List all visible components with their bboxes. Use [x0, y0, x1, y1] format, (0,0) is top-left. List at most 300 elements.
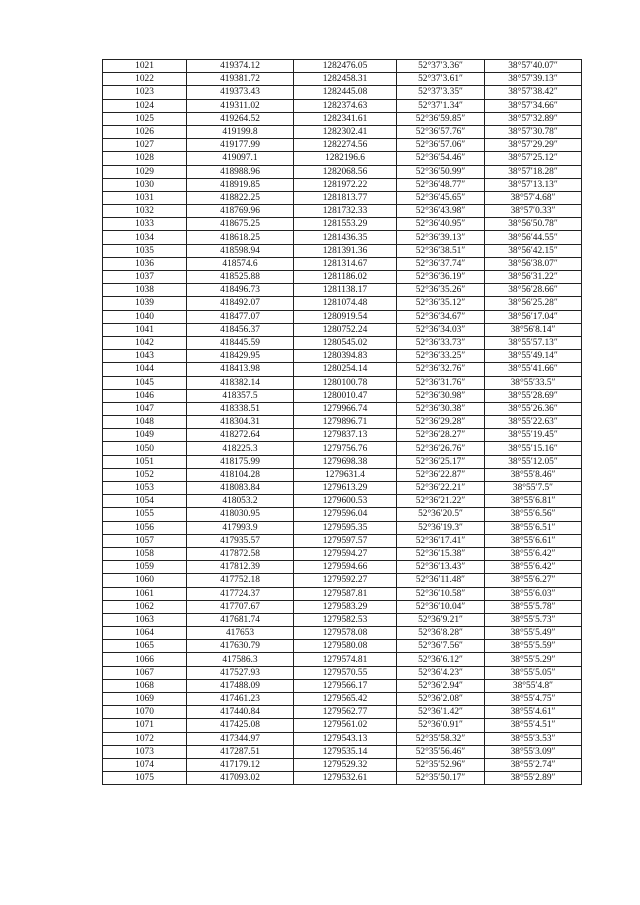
- table-row: [103, 165, 582, 178]
- point-number-cell: 1068: [103, 679, 187, 692]
- x-coordinate-cell: 419097.1: [187, 152, 294, 165]
- y-coordinate-cell: 1282445.08: [294, 86, 397, 99]
- x-coordinate-cell: 418429.95: [187, 350, 294, 363]
- table-row: [103, 561, 582, 574]
- y-coordinate-cell: 1279896.71: [294, 416, 397, 429]
- y-coordinate-cell: 1279529.32: [294, 758, 397, 771]
- y-coordinate-cell: 1279543.13: [294, 732, 397, 745]
- x-coordinate-cell: 417461.23: [187, 693, 294, 706]
- x-coordinate-cell: 417872.58: [187, 547, 294, 560]
- longitude-cell: 38°55′26.36″: [485, 402, 582, 415]
- latitude-cell: 52°35′52.96″: [397, 758, 485, 771]
- point-number-cell: 1046: [103, 389, 187, 402]
- point-number-cell: 1031: [103, 191, 187, 204]
- point-number-cell: 1048: [103, 416, 187, 429]
- table-row: [103, 442, 582, 455]
- point-number-cell: 1053: [103, 482, 187, 495]
- latitude-cell: 52°36′34.03″: [397, 323, 485, 336]
- y-coordinate-cell: 1281813.77: [294, 191, 397, 204]
- longitude-cell: 38°57′38.42″: [485, 86, 582, 99]
- longitude-cell: 38°55′5.59″: [485, 640, 582, 653]
- longitude-cell: 38°55′33.5″: [485, 376, 582, 389]
- latitude-cell: 52°36′2.08″: [397, 693, 485, 706]
- latitude-cell: 52°36′10.04″: [397, 600, 485, 613]
- table-row: [103, 534, 582, 547]
- x-coordinate-cell: 417425.08: [187, 719, 294, 732]
- longitude-cell: 38°57′34.66″: [485, 99, 582, 112]
- x-coordinate-cell: 418477.07: [187, 310, 294, 323]
- table-row: [103, 416, 582, 429]
- x-coordinate-cell: 417093.02: [187, 772, 294, 785]
- x-coordinate-cell: 417812.39: [187, 561, 294, 574]
- x-coordinate-cell: 417179.12: [187, 758, 294, 771]
- point-number-cell: 1072: [103, 732, 187, 745]
- point-number-cell: 1058: [103, 547, 187, 560]
- longitude-cell: 38°55′5.49″: [485, 627, 582, 640]
- x-coordinate-cell: 417344.97: [187, 732, 294, 745]
- y-coordinate-cell: 1279592.27: [294, 574, 397, 587]
- y-coordinate-cell: 1282341.61: [294, 112, 397, 125]
- latitude-cell: 52°36′54.46″: [397, 152, 485, 165]
- table-row: [103, 547, 582, 560]
- y-coordinate-cell: 1282476.05: [294, 60, 397, 73]
- x-coordinate-cell: 417724.37: [187, 587, 294, 600]
- latitude-cell: 52°36′6.12″: [397, 653, 485, 666]
- latitude-cell: 52°36′22.21″: [397, 482, 485, 495]
- longitude-cell: 38°55′4.51″: [485, 719, 582, 732]
- table-row: [103, 402, 582, 415]
- latitude-cell: 52°36′17.41″: [397, 534, 485, 547]
- latitude-cell: 52°36′21.22″: [397, 495, 485, 508]
- point-number-cell: 1025: [103, 112, 187, 125]
- point-number-cell: 1070: [103, 706, 187, 719]
- table-row: [103, 587, 582, 600]
- latitude-cell: 52°36′33.73″: [397, 336, 485, 349]
- point-number-cell: 1049: [103, 429, 187, 442]
- point-number-cell: 1045: [103, 376, 187, 389]
- longitude-cell: 38°55′22.63″: [485, 416, 582, 429]
- x-coordinate-cell: 417287.51: [187, 745, 294, 758]
- latitude-cell: 52°35′50.17″: [397, 772, 485, 785]
- table-row: [103, 468, 582, 481]
- longitude-cell: 38°55′5.73″: [485, 613, 582, 626]
- x-coordinate-cell: 418304.31: [187, 416, 294, 429]
- point-number-cell: 1061: [103, 587, 187, 600]
- point-number-cell: 1028: [103, 152, 187, 165]
- point-number-cell: 1056: [103, 521, 187, 534]
- table-row: [103, 640, 582, 653]
- latitude-cell: 52°36′32.76″: [397, 363, 485, 376]
- y-coordinate-cell: 1280545.02: [294, 336, 397, 349]
- longitude-cell: 38°57′0.33″: [485, 205, 582, 218]
- y-coordinate-cell: 1279562.77: [294, 706, 397, 719]
- x-coordinate-cell: 418338.51: [187, 402, 294, 415]
- x-coordinate-cell: 418456.37: [187, 323, 294, 336]
- longitude-cell: 38°56′42.15″: [485, 244, 582, 257]
- y-coordinate-cell: 1280752.24: [294, 323, 397, 336]
- longitude-cell: 38°55′6.56″: [485, 508, 582, 521]
- table-row: [103, 139, 582, 152]
- table-row: [103, 284, 582, 297]
- point-number-cell: 1059: [103, 561, 187, 574]
- x-coordinate-cell: 418175.99: [187, 455, 294, 468]
- longitude-cell: 38°57′13.13″: [485, 178, 582, 191]
- point-number-cell: 1044: [103, 363, 187, 376]
- longitude-cell: 38°55′57.13″: [485, 336, 582, 349]
- table-row: [103, 191, 582, 204]
- point-number-cell: 1067: [103, 666, 187, 679]
- x-coordinate-cell: 418357.5: [187, 389, 294, 402]
- table-row: [103, 244, 582, 257]
- y-coordinate-cell: 1279600.53: [294, 495, 397, 508]
- latitude-cell: 52°36′35.26″: [397, 284, 485, 297]
- y-coordinate-cell: 1280100.78: [294, 376, 397, 389]
- x-coordinate-cell: 418413.98: [187, 363, 294, 376]
- latitude-cell: 52°36′29.28″: [397, 416, 485, 429]
- y-coordinate-cell: 1279596.04: [294, 508, 397, 521]
- latitude-cell: 52°36′7.56″: [397, 640, 485, 653]
- y-coordinate-cell: 1279532.61: [294, 772, 397, 785]
- table-row: [103, 350, 582, 363]
- y-coordinate-cell: 1280254.14: [294, 363, 397, 376]
- longitude-cell: 38°57′30.78″: [485, 125, 582, 138]
- table-row: [103, 732, 582, 745]
- y-coordinate-cell: 1279582.53: [294, 613, 397, 626]
- table-row: [103, 125, 582, 138]
- longitude-cell: 38°56′17.04″: [485, 310, 582, 323]
- point-number-cell: 1043: [103, 350, 187, 363]
- point-number-cell: 1075: [103, 772, 187, 785]
- longitude-cell: 38°57′39.13″: [485, 73, 582, 86]
- x-coordinate-cell: 418496.73: [187, 284, 294, 297]
- x-coordinate-cell: 418919.85: [187, 178, 294, 191]
- table-row: [103, 653, 582, 666]
- table-row: [103, 257, 582, 270]
- point-number-cell: 1069: [103, 693, 187, 706]
- table-row: [103, 679, 582, 692]
- longitude-cell: 38°55′41.66″: [485, 363, 582, 376]
- y-coordinate-cell: 1281074.48: [294, 297, 397, 310]
- table-row: [103, 429, 582, 442]
- longitude-cell: 38°55′12.05″: [485, 455, 582, 468]
- table-row: [103, 363, 582, 376]
- y-coordinate-cell: 1279595.35: [294, 521, 397, 534]
- table-row: [103, 231, 582, 244]
- longitude-cell: 38°55′2.89″: [485, 772, 582, 785]
- x-coordinate-cell: 419177.99: [187, 139, 294, 152]
- y-coordinate-cell: 1279966.74: [294, 402, 397, 415]
- latitude-cell: 52°36′33.25″: [397, 350, 485, 363]
- x-coordinate-cell: 418988.96: [187, 165, 294, 178]
- y-coordinate-cell: 1279535.14: [294, 745, 397, 758]
- latitude-cell: 52°36′20.5″: [397, 508, 485, 521]
- longitude-cell: 38°56′31.22″: [485, 271, 582, 284]
- x-coordinate-cell: 417630.79: [187, 640, 294, 653]
- latitude-cell: 52°36′19.3″: [397, 521, 485, 534]
- table-row: [103, 60, 582, 73]
- y-coordinate-cell: 1281186.02: [294, 271, 397, 284]
- point-number-cell: 1057: [103, 534, 187, 547]
- y-coordinate-cell: 1281138.17: [294, 284, 397, 297]
- y-coordinate-cell: 1282374.63: [294, 99, 397, 112]
- x-coordinate-cell: 419264.52: [187, 112, 294, 125]
- point-number-cell: 1026: [103, 125, 187, 138]
- x-coordinate-cell: 418822.25: [187, 191, 294, 204]
- longitude-cell: 38°55′2.74″: [485, 758, 582, 771]
- table-row: [103, 152, 582, 165]
- latitude-cell: 52°37′3.36″: [397, 60, 485, 73]
- latitude-cell: 52°36′9.21″: [397, 613, 485, 626]
- latitude-cell: 52°36′45.65″: [397, 191, 485, 204]
- latitude-cell: 52°36′2.94″: [397, 679, 485, 692]
- table-row: [103, 693, 582, 706]
- longitude-cell: 38°55′4.61″: [485, 706, 582, 719]
- point-number-cell: 1051: [103, 455, 187, 468]
- latitude-cell: 52°36′10.58″: [397, 587, 485, 600]
- x-coordinate-cell: 418382.14: [187, 376, 294, 389]
- y-coordinate-cell: 1279566.17: [294, 679, 397, 692]
- longitude-cell: 38°55′4.8″: [485, 679, 582, 692]
- latitude-cell: 52°36′13.43″: [397, 561, 485, 574]
- latitude-cell: 52°36′50.99″: [397, 165, 485, 178]
- longitude-cell: 38°55′5.05″: [485, 666, 582, 679]
- table-row: [103, 666, 582, 679]
- longitude-cell: 38°55′3.09″: [485, 745, 582, 758]
- x-coordinate-cell: 417993.9: [187, 521, 294, 534]
- x-coordinate-cell: 417752.18: [187, 574, 294, 587]
- latitude-cell: 52°36′40.95″: [397, 218, 485, 231]
- y-coordinate-cell: 1279597.57: [294, 534, 397, 547]
- table-row: [103, 99, 582, 112]
- coordinates-table-body: [103, 60, 582, 785]
- latitude-cell: 52°36′25.17″: [397, 455, 485, 468]
- point-number-cell: 1022: [103, 73, 187, 86]
- latitude-cell: 52°36′11.48″: [397, 574, 485, 587]
- point-number-cell: 1035: [103, 244, 187, 257]
- latitude-cell: 52°37′3.61″: [397, 73, 485, 86]
- y-coordinate-cell: 1279698.38: [294, 455, 397, 468]
- x-coordinate-cell: 418030.95: [187, 508, 294, 521]
- latitude-cell: 52°36′30.98″: [397, 389, 485, 402]
- latitude-cell: 52°36′22.87″: [397, 468, 485, 481]
- latitude-cell: 52°36′35.12″: [397, 297, 485, 310]
- y-coordinate-cell: 1281732.33: [294, 205, 397, 218]
- x-coordinate-cell: 418083.84: [187, 482, 294, 495]
- y-coordinate-cell: 1279594.27: [294, 547, 397, 560]
- point-number-cell: 1030: [103, 178, 187, 191]
- y-coordinate-cell: 1279574.81: [294, 653, 397, 666]
- latitude-cell: 52°37′3.35″: [397, 86, 485, 99]
- table-row: [103, 205, 582, 218]
- longitude-cell: 38°56′50.78″: [485, 218, 582, 231]
- y-coordinate-cell: 1279580.08: [294, 640, 397, 653]
- x-coordinate-cell: 419381.72: [187, 73, 294, 86]
- table-row: [103, 112, 582, 125]
- y-coordinate-cell: 1279578.08: [294, 627, 397, 640]
- y-coordinate-cell: 1281972.22: [294, 178, 397, 191]
- longitude-cell: 38°57′29.29″: [485, 139, 582, 152]
- x-coordinate-cell: 418104.28: [187, 468, 294, 481]
- point-number-cell: 1029: [103, 165, 187, 178]
- coordinates-table: [102, 59, 582, 785]
- table-row: [103, 218, 582, 231]
- x-coordinate-cell: 418225.3: [187, 442, 294, 455]
- table-row: [103, 521, 582, 534]
- point-number-cell: 1024: [103, 99, 187, 112]
- longitude-cell: 38°55′6.03″: [485, 587, 582, 600]
- longitude-cell: 38°55′3.53″: [485, 732, 582, 745]
- point-number-cell: 1062: [103, 600, 187, 613]
- y-coordinate-cell: 1282274.56: [294, 139, 397, 152]
- point-number-cell: 1073: [103, 745, 187, 758]
- longitude-cell: 38°55′28.69″: [485, 389, 582, 402]
- longitude-cell: 38°56′8.14″: [485, 323, 582, 336]
- longitude-cell: 38°55′49.14″: [485, 350, 582, 363]
- longitude-cell: 38°56′25.28″: [485, 297, 582, 310]
- x-coordinate-cell: 418445.59: [187, 336, 294, 349]
- table-row: [103, 758, 582, 771]
- table-row: [103, 336, 582, 349]
- latitude-cell: 52°36′36.19″: [397, 271, 485, 284]
- y-coordinate-cell: 1279570.55: [294, 666, 397, 679]
- x-coordinate-cell: 417653: [187, 627, 294, 640]
- y-coordinate-cell: 1279583.29: [294, 600, 397, 613]
- y-coordinate-cell: 1282196.6: [294, 152, 397, 165]
- x-coordinate-cell: 417527.93: [187, 666, 294, 679]
- table-row: [103, 310, 582, 323]
- y-coordinate-cell: 1279594.66: [294, 561, 397, 574]
- table-row: [103, 706, 582, 719]
- latitude-cell: 52°36′26.76″: [397, 442, 485, 455]
- y-coordinate-cell: 1280010.47: [294, 389, 397, 402]
- x-coordinate-cell: 419373.43: [187, 86, 294, 99]
- latitude-cell: 52°36′31.76″: [397, 376, 485, 389]
- longitude-cell: 38°55′8.46″: [485, 468, 582, 481]
- longitude-cell: 38°57′32.89″: [485, 112, 582, 125]
- table-row: [103, 271, 582, 284]
- longitude-cell: 38°55′4.75″: [485, 693, 582, 706]
- longitude-cell: 38°55′6.42″: [485, 547, 582, 560]
- latitude-cell: 52°36′4.23″: [397, 666, 485, 679]
- y-coordinate-cell: 1279756.76: [294, 442, 397, 455]
- y-coordinate-cell: 1279837.13: [294, 429, 397, 442]
- table-row: [103, 772, 582, 785]
- point-number-cell: 1065: [103, 640, 187, 653]
- longitude-cell: 38°55′19.45″: [485, 429, 582, 442]
- table-row: [103, 376, 582, 389]
- y-coordinate-cell: 1280919.54: [294, 310, 397, 323]
- y-coordinate-cell: 1281553.29: [294, 218, 397, 231]
- longitude-cell: 38°55′6.42″: [485, 561, 582, 574]
- latitude-cell: 52°35′56.46″: [397, 745, 485, 758]
- latitude-cell: 52°36′1.42″: [397, 706, 485, 719]
- table-row: [103, 73, 582, 86]
- table-row: [103, 482, 582, 495]
- point-number-cell: 1039: [103, 297, 187, 310]
- longitude-cell: 38°56′38.07″: [485, 257, 582, 270]
- table-row: [103, 719, 582, 732]
- y-coordinate-cell: 1279561.02: [294, 719, 397, 732]
- longitude-cell: 38°55′6.81″: [485, 495, 582, 508]
- latitude-cell: 52°36′15.38″: [397, 547, 485, 560]
- x-coordinate-cell: 419374.12: [187, 60, 294, 73]
- point-number-cell: 1040: [103, 310, 187, 323]
- longitude-cell: 38°55′6.51″: [485, 521, 582, 534]
- longitude-cell: 38°56′44.55″: [485, 231, 582, 244]
- latitude-cell: 52°36′48.77″: [397, 178, 485, 191]
- y-coordinate-cell: 1281391.36: [294, 244, 397, 257]
- y-coordinate-cell: 1282302.41: [294, 125, 397, 138]
- x-coordinate-cell: 417935.57: [187, 534, 294, 547]
- longitude-cell: 38°57′40.07″: [485, 60, 582, 73]
- point-number-cell: 1027: [103, 139, 187, 152]
- table-row: [103, 745, 582, 758]
- longitude-cell: 38°55′7.5″: [485, 482, 582, 495]
- latitude-cell: 52°36′30.38″: [397, 402, 485, 415]
- point-number-cell: 1023: [103, 86, 187, 99]
- y-coordinate-cell: 1280394.83: [294, 350, 397, 363]
- point-number-cell: 1021: [103, 60, 187, 73]
- table-row: [103, 600, 582, 613]
- y-coordinate-cell: 1279565.42: [294, 693, 397, 706]
- y-coordinate-cell: 1279631.4: [294, 468, 397, 481]
- point-number-cell: 1032: [103, 205, 187, 218]
- table-row: [103, 613, 582, 626]
- point-number-cell: 1038: [103, 284, 187, 297]
- longitude-cell: 38°55′5.78″: [485, 600, 582, 613]
- table-row: [103, 178, 582, 191]
- latitude-cell: 52°36′34.67″: [397, 310, 485, 323]
- table-row: [103, 86, 582, 99]
- latitude-cell: 52°36′0.91″: [397, 719, 485, 732]
- point-number-cell: 1034: [103, 231, 187, 244]
- latitude-cell: 52°36′59.85″: [397, 112, 485, 125]
- y-coordinate-cell: 1281314.67: [294, 257, 397, 270]
- x-coordinate-cell: 418525.88: [187, 271, 294, 284]
- longitude-cell: 38°56′28.66″: [485, 284, 582, 297]
- latitude-cell: 52°36′57.06″: [397, 139, 485, 152]
- point-number-cell: 1060: [103, 574, 187, 587]
- latitude-cell: 52°37′1.34″: [397, 99, 485, 112]
- latitude-cell: 52°36′28.27″: [397, 429, 485, 442]
- table-row: [103, 495, 582, 508]
- x-coordinate-cell: 418053.2: [187, 495, 294, 508]
- longitude-cell: 38°57′25.12″: [485, 152, 582, 165]
- point-number-cell: 1063: [103, 613, 187, 626]
- point-number-cell: 1047: [103, 402, 187, 415]
- longitude-cell: 38°55′6.27″: [485, 574, 582, 587]
- table-row: [103, 627, 582, 640]
- latitude-cell: 52°36′37.74″: [397, 257, 485, 270]
- point-number-cell: 1052: [103, 468, 187, 481]
- x-coordinate-cell: 417681.74: [187, 613, 294, 626]
- x-coordinate-cell: 419311.02: [187, 99, 294, 112]
- y-coordinate-cell: 1279613.29: [294, 482, 397, 495]
- x-coordinate-cell: 418769.96: [187, 205, 294, 218]
- longitude-cell: 38°57′4.68″: [485, 191, 582, 204]
- latitude-cell: 52°36′8.28″: [397, 627, 485, 640]
- y-coordinate-cell: 1281436.35: [294, 231, 397, 244]
- longitude-cell: 38°55′5.29″: [485, 653, 582, 666]
- x-coordinate-cell: 418618.25: [187, 231, 294, 244]
- table-row: [103, 574, 582, 587]
- point-number-cell: 1071: [103, 719, 187, 732]
- x-coordinate-cell: 419199.8: [187, 125, 294, 138]
- x-coordinate-cell: 418272.64: [187, 429, 294, 442]
- point-number-cell: 1042: [103, 336, 187, 349]
- x-coordinate-cell: 417488.09: [187, 679, 294, 692]
- point-number-cell: 1037: [103, 271, 187, 284]
